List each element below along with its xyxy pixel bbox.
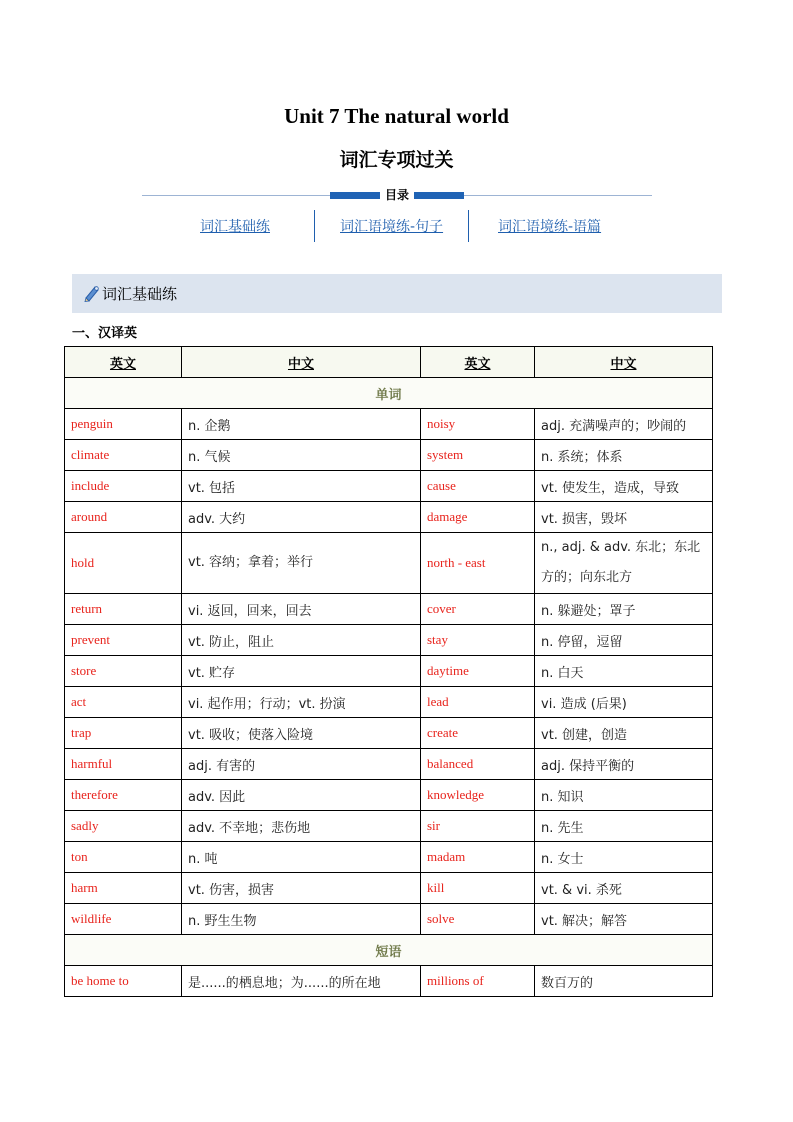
group-row	[65, 378, 713, 409]
chinese-meaning: vt. 伤害，损害	[182, 873, 421, 904]
chinese-meaning: adv. 因此	[182, 780, 421, 811]
page-title: Unit 7 The natural world	[284, 104, 509, 128]
english-word: balanced	[421, 749, 535, 780]
chinese-meaning: adj. 保持平衡的	[535, 749, 713, 780]
table-row	[65, 780, 713, 811]
toc-label: 目录	[380, 186, 414, 203]
table-row	[65, 625, 713, 656]
chinese-meaning: n. 野生生物	[182, 904, 421, 935]
chinese-meaning: n., adj. & adv. 东北；东北方的；向东北方	[535, 533, 713, 594]
english-word: include	[65, 471, 182, 502]
english-word: harmful	[65, 749, 182, 780]
chinese-meaning: vt. & vi. 杀死	[535, 873, 713, 904]
table-row	[65, 471, 713, 502]
chinese-meaning: n. 系统；体系	[535, 440, 713, 471]
table-row	[65, 749, 713, 780]
toc-link-basic[interactable]: 词汇基础练	[200, 219, 270, 235]
english-word: cause	[421, 471, 535, 502]
english-word: penguin	[65, 409, 182, 440]
chinese-meaning: adj. 有害的	[182, 749, 421, 780]
toc-bar-left	[330, 192, 380, 199]
english-word: sir	[421, 811, 535, 842]
table-row	[65, 502, 713, 533]
english-word: damage	[421, 502, 535, 533]
chinese-meaning: n. 企鹅	[182, 409, 421, 440]
chinese-meaning: adv. 不幸地；悲伤地	[182, 811, 421, 842]
toc-link-sentence[interactable]: 词汇语境练-句子	[340, 219, 444, 235]
chinese-meaning: vt. 解决；解答	[535, 904, 713, 935]
page-subtitle: 词汇专项过关	[339, 149, 454, 171]
english-word: system	[421, 440, 535, 471]
vocab-table	[64, 346, 713, 997]
english-word: prevent	[65, 625, 182, 656]
table-row	[65, 409, 713, 440]
english-word: lead	[421, 687, 535, 718]
english-word: cover	[421, 594, 535, 625]
table-row	[65, 594, 713, 625]
table-row	[65, 440, 713, 471]
english-word: harm	[65, 873, 182, 904]
chinese-meaning: n. 躲避处；罩子	[535, 594, 713, 625]
chinese-meaning: n. 停留，逗留	[535, 625, 713, 656]
column-header: 中文	[182, 347, 421, 378]
english-word: return	[65, 594, 182, 625]
english-word: kill	[421, 873, 535, 904]
chinese-meaning: n. 白天	[535, 656, 713, 687]
section-title: 词汇基础练	[102, 285, 178, 303]
english-word: noisy	[421, 409, 535, 440]
chinese-meaning: vt. 损害，毁坏	[535, 502, 713, 533]
english-word: knowledge	[421, 780, 535, 811]
chinese-meaning: 是......的栖息地；为......的所在地	[182, 966, 421, 997]
toc-separator	[314, 210, 315, 242]
english-word: ton	[65, 842, 182, 873]
english-word: sadly	[65, 811, 182, 842]
english-word: store	[65, 656, 182, 687]
table-row	[65, 687, 713, 718]
english-word: solve	[421, 904, 535, 935]
english-word: act	[65, 687, 182, 718]
english-word: millions of	[421, 966, 535, 997]
chinese-meaning: vt. 防止，阻止	[182, 625, 421, 656]
chinese-meaning: vt. 吸收；使落入险境	[182, 718, 421, 749]
chinese-meaning: vi. 起作用；行动；vt. 扮演	[182, 687, 421, 718]
chinese-meaning: n. 女士	[535, 842, 713, 873]
part-heading: 一、汉译英	[72, 326, 138, 341]
chinese-meaning: vt. 创建，创造	[535, 718, 713, 749]
toc-separator	[468, 210, 469, 242]
english-word: around	[65, 502, 182, 533]
column-header: 英文	[65, 347, 182, 378]
toc-link-passage[interactable]: 词汇语境练-语篇	[498, 219, 602, 235]
table-row	[65, 718, 713, 749]
table-row	[65, 904, 713, 935]
english-word: hold	[65, 533, 182, 594]
table-row	[65, 811, 713, 842]
chinese-meaning: vi. 造成 (后果)	[535, 687, 713, 718]
chinese-meaning: n. 先生	[535, 811, 713, 842]
english-word: be home to	[65, 966, 182, 997]
chinese-meaning: n. 吨	[182, 842, 421, 873]
table-row	[65, 842, 713, 873]
table-row	[65, 873, 713, 904]
chinese-meaning: vt. 容纳；拿着；举行	[182, 533, 421, 594]
table-row	[65, 966, 713, 997]
english-word: north - east	[421, 533, 535, 594]
english-word: daytime	[421, 656, 535, 687]
table-header-row	[65, 347, 713, 378]
section-header	[72, 274, 722, 313]
chinese-meaning: adv. 大约	[182, 502, 421, 533]
english-word: climate	[65, 440, 182, 471]
english-word: stay	[421, 625, 535, 656]
english-word: therefore	[65, 780, 182, 811]
chinese-meaning: n. 知识	[535, 780, 713, 811]
chinese-meaning: vt. 贮存	[182, 656, 421, 687]
chinese-meaning: vi. 返回，回来，回去	[182, 594, 421, 625]
chinese-meaning: 数百万的	[535, 966, 713, 997]
english-word: wildlife	[65, 904, 182, 935]
group-label-phrases: 短语	[65, 935, 713, 966]
chinese-meaning: n. 气候	[182, 440, 421, 471]
chinese-meaning: adj. 充满噪声的；吵闹的	[535, 409, 713, 440]
column-header: 中文	[535, 347, 713, 378]
toc-links	[0, 210, 793, 242]
english-word: create	[421, 718, 535, 749]
table-row	[65, 533, 713, 594]
chinese-meaning: vt. 包括	[182, 471, 421, 502]
toc-bar-right	[414, 192, 464, 199]
pencil-icon	[82, 284, 100, 302]
english-word: madam	[421, 842, 535, 873]
english-word: trap	[65, 718, 182, 749]
chinese-meaning: vt. 使发生，造成，导致	[535, 471, 713, 502]
group-label-words: 单词	[65, 378, 713, 409]
column-header: 英文	[421, 347, 535, 378]
group-row	[65, 935, 713, 966]
table-row	[65, 656, 713, 687]
